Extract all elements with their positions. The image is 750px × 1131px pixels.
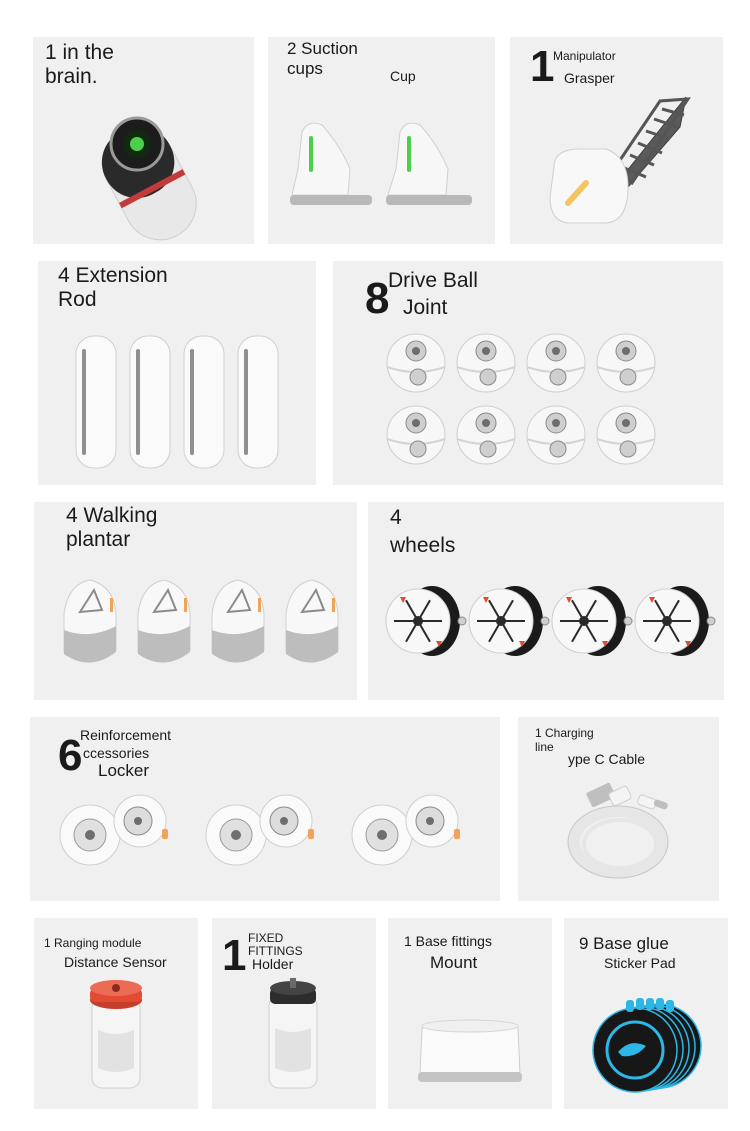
- drive-ball: [387, 406, 445, 464]
- card-manipulator: [510, 37, 723, 244]
- card-base-glue: [564, 918, 728, 1109]
- card-fixed-fittings: [212, 918, 376, 1109]
- reinforcement-title-2: ccessories: [83, 745, 150, 761]
- drive-ball: [387, 334, 445, 392]
- extension-title: Rod: [58, 288, 97, 311]
- walking-foot: [138, 580, 190, 663]
- basefit-subtitle: Mount: [430, 953, 478, 972]
- wheels-title: wheels: [390, 534, 456, 557]
- walking-qty-title: 4 Walking: [66, 504, 158, 527]
- driveball-subtitle: Joint: [403, 296, 448, 319]
- drive-ball: [457, 406, 515, 464]
- manipulator-title: Manipulator: [553, 49, 616, 63]
- suction-title: cups: [287, 59, 323, 78]
- suction-subtitle: Cup: [390, 68, 416, 84]
- fixed-qty: 1: [222, 931, 247, 980]
- ranging-qty-title: 1 Ranging module: [44, 936, 142, 950]
- walking-foot: [286, 580, 338, 663]
- usb-cable-image: [518, 717, 719, 901]
- wheel: [386, 586, 466, 656]
- reinforcement-subtitle: Locker: [98, 761, 150, 780]
- baseglue-qty-title: 9 Base glue: [579, 934, 669, 953]
- drive-ball: [527, 334, 585, 392]
- card-ranging-module: [34, 918, 198, 1109]
- drive-ball: [457, 334, 515, 392]
- wheels-image: [368, 502, 724, 700]
- base-mount-image: [388, 918, 552, 1109]
- drive-ball: [597, 406, 655, 464]
- grasper-image: [510, 37, 723, 244]
- locker-pair: [206, 795, 314, 865]
- fixed-title-2: FITTINGS: [248, 944, 303, 958]
- baseglue-subtitle: Sticker Pad: [604, 955, 676, 971]
- charging-title: line: [535, 740, 554, 754]
- holder-image: [212, 918, 376, 1109]
- walking-foot: [212, 580, 264, 663]
- manipulator-qty: 1: [530, 42, 555, 91]
- basefit-qty-title: 1 Base fittings: [404, 933, 492, 949]
- wheels-qty: 4: [390, 506, 402, 529]
- charging-qty-title: 1 Charging: [535, 726, 594, 740]
- card-extension-rod: [38, 261, 316, 485]
- drive-ball: [527, 406, 585, 464]
- driveball-qty: 8: [365, 274, 390, 323]
- driveball-title: Drive Ball: [388, 269, 478, 292]
- brain-module-image: [33, 37, 254, 244]
- reinforcement-title: Reinforcement: [80, 727, 172, 743]
- card-reinforcement: [30, 717, 500, 901]
- walking-foot: [64, 580, 116, 663]
- fixed-subtitle: Holder: [252, 956, 294, 972]
- locker-pair: [60, 795, 168, 865]
- wheel: [552, 586, 632, 656]
- card-brain: [33, 37, 254, 244]
- sticker-pads-image: [564, 918, 728, 1109]
- ranging-subtitle: Distance Sensor: [64, 954, 167, 970]
- locker-pair: [352, 795, 460, 865]
- brain-qty-title: 1 in the: [45, 41, 114, 64]
- walking-feet-image: [34, 502, 357, 700]
- wheel: [635, 586, 715, 656]
- card-walking-plantar: [34, 502, 357, 700]
- drive-ball: [597, 334, 655, 392]
- suction-qty-title: 2 Suction: [287, 39, 358, 58]
- wheel: [469, 586, 549, 656]
- suction-cups-image: [268, 37, 495, 244]
- walking-title: plantar: [66, 528, 131, 551]
- extension-rods-image: [38, 261, 316, 485]
- brain-title: brain.: [45, 65, 98, 88]
- manipulator-subtitle: Grasper: [564, 70, 615, 86]
- reinforcement-qty: 6: [58, 731, 83, 780]
- charging-subtitle: ype C Cable: [568, 751, 646, 767]
- card-charging-line: [518, 717, 719, 901]
- card-drive-ball: [333, 261, 723, 485]
- drive-balls-image: [333, 261, 723, 485]
- card-base-fittings: [388, 918, 552, 1109]
- distance-sensor-image: [34, 918, 198, 1109]
- card-suction-cups: [268, 37, 495, 244]
- extension-qty-title: 4 Extension: [58, 264, 168, 287]
- card-wheels: [368, 502, 724, 700]
- lockers-image: [30, 717, 500, 901]
- fixed-title: FIXED: [248, 931, 284, 945]
